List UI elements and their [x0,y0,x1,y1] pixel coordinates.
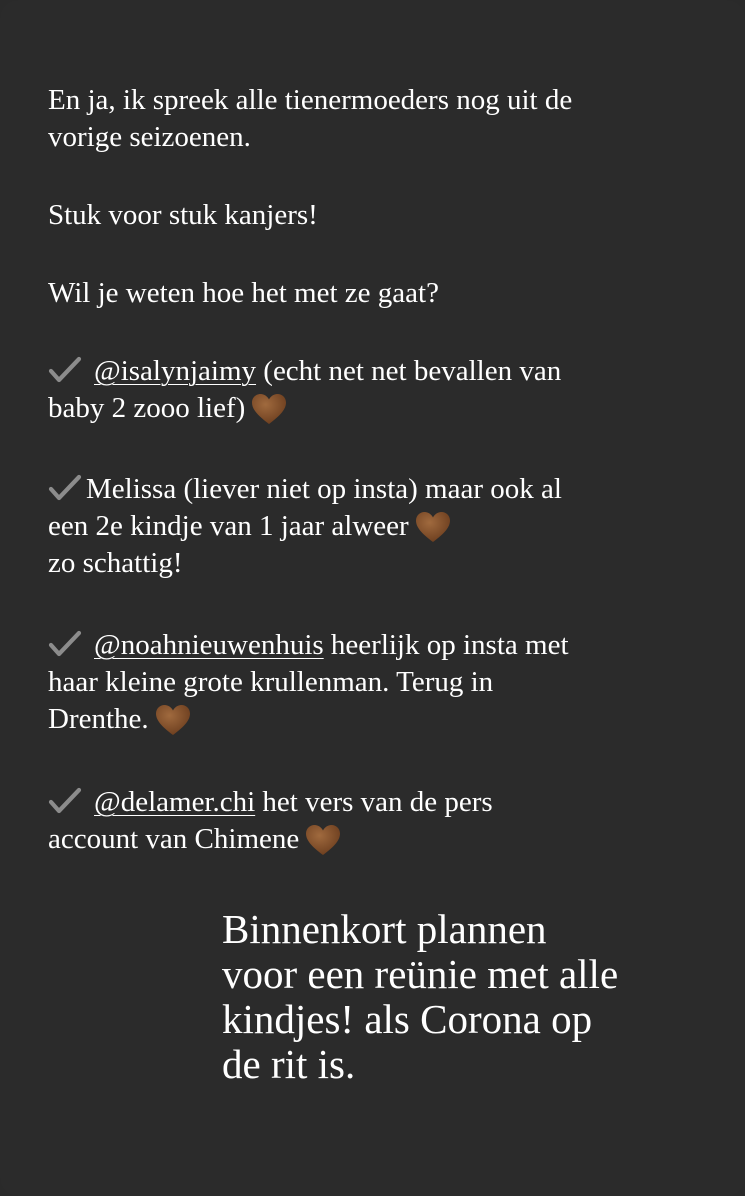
mention-link-delamer-chi[interactable]: @delamer.chi [94,786,256,818]
list-item [48,471,708,582]
mention-link-noahnieuwenhuis[interactable]: @noahnieuwenhuis [94,629,324,661]
item-text: baby 2 zooo lief) [48,392,246,424]
item-text: haar kleine grote krullenman. Terug in [48,666,494,698]
check-mark-icon [48,474,82,502]
check-mark-icon [48,787,82,815]
list-item [48,627,708,738]
item-text: zo schattig! [48,547,183,579]
list-item [48,784,708,858]
intro-text [48,82,708,156]
item-text: heerlijk op insta met [323,629,569,661]
intro-line-2: vorige seizoenen. [48,121,251,153]
item-text: Melissa (liever niet op insta) maar ook al [86,473,562,505]
brown-heart-icon [155,704,191,737]
mention-link-isalynjaimy[interactable]: @isalynjaimy [94,355,257,387]
question-line: Wil je weten hoe het met ze gaat? [48,277,439,309]
item-text: een 2e kindje van 1 jaar alweer [48,510,409,542]
closing-line-4: de rit is. [222,1041,356,1087]
brown-heart-icon [305,824,341,857]
item-text: account van Chimene [48,823,300,855]
question-text [48,275,708,312]
praise-line: Stuk voor stuk kanjers! [48,199,318,231]
check-mark-icon [48,630,82,658]
check-mark-icon [48,356,82,384]
brown-heart-icon [251,393,287,426]
list-item [48,353,708,427]
closing-line-1: Binnenkort plannen [222,906,547,952]
closing-line-3: kindjes! als Corona op [222,996,593,1042]
closing-text [222,907,722,1087]
closing-line-2: voor een reünie met alle [222,951,619,997]
praise-text [48,197,708,234]
brown-heart-icon [415,511,451,544]
item-text: Drenthe. [48,703,149,735]
intro-line-1: En ja, ik spreek alle tienermoeders nog uit de [48,84,573,116]
item-text: het vers van de pers [255,786,493,818]
item-text: (echt net net bevallen van [256,355,562,387]
